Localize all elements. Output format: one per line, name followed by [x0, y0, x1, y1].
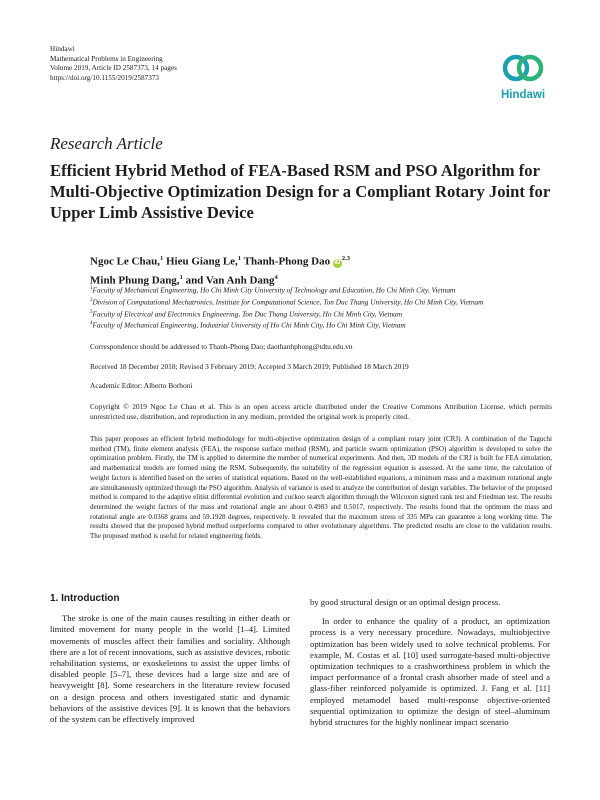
journal-volume: Volume 2019, Article ID 2587373, 14 pages	[50, 64, 177, 73]
affiliation-text: Division of Computational Mechatronics, Institute for Computational Science, Ton Duc Thang University, Ho Chi Minh City, Vietnam	[92, 297, 484, 307]
hindawi-logo	[494, 46, 552, 104]
right-column	[310, 597, 550, 728]
author-name: Minh Phung Dang,	[90, 274, 180, 287]
author-affil-sup: 1	[159, 255, 164, 262]
academic-editor: Academic Editor: Alberto Borboni	[90, 381, 193, 390]
body-paragraph: The stroke is one of the main causes resulting in either death or limited movement for many people in the world [1–4]. Limited movements of muscles affect their families and sociality. Although there are a lot of recent innovations, such as assistive devices, robotic rehabilitation systems, or exoskeletons to assist the upper limbs of disabled people [5–7], these devices had a large size and are of heavyweight [8]. Some researchers in the literature review focused on a design process and others investigated static and dynamic behaviors of the assistive devices [9]. It is known that the behaviors of the system can be effectively improved	[50, 613, 290, 725]
affiliation-item	[90, 319, 570, 331]
journal-doi[interactable]: https://doi.org/10.1155/2019/2587373	[50, 73, 160, 82]
affiliation-text: Faculty of Electrical and Electronics Engineering, Ton Duc Thang University, Ho Chi Minh City, Vietnam	[92, 309, 403, 319]
author-name: Ngoc Le Chau,	[90, 255, 160, 268]
body-paragraph: In order to enhance the quality of a product, an optimization process is a very necessary procedure. Nowadays, multiobjective optimization has been widely used to solve technical problems. For example, M. Costas et al. [10] used surrogate-based multi-objective optimization techniques to a crashworthiness problem in which the impact performance of a frontal crash absorber made of steel and a glass-fiber reinforced polyamide is optimized. J. Fang et al. [11] employed metamodel based multi-response objective-oriented sequential optimization to optimize the design of steel–aluminum hybrid structures for the highly nonlinear impact scenario	[310, 616, 550, 728]
author-affil-sup: 1	[179, 273, 183, 281]
affiliation-item	[90, 296, 570, 308]
author-affil-sup: 1	[237, 255, 242, 262]
author-affil-sup: 4	[274, 273, 278, 281]
hindawi-logo-icon	[494, 46, 552, 104]
affiliation-sup: 1	[90, 286, 93, 291]
logo-text: Hindawi	[500, 89, 546, 101]
affiliation-item	[90, 284, 570, 296]
affiliation-text: Faculty of Mechanical Engineering, Industrial University of Ho Chi Minh City, Ho Chi Minh City, Vietnam	[92, 320, 406, 330]
body-paragraph: by good structural design or an optimal design process.	[310, 597, 501, 607]
publication-dates: Received 18 December 2018; Revised 3 February 2019; Accepted 3 March 2019; Published 18 March 2019	[90, 362, 409, 371]
correspondence-note: Correspondence should be addressed to Thanh-Phong Dao; daothanhphong@tdtu.edu.vn	[90, 342, 353, 351]
affiliation-sup: 4	[90, 321, 93, 327]
section-heading: 1. Introduction	[50, 593, 120, 604]
copyright-notice: Copyright © 2019 Ngoc Le Chau et al. This is an open access article distributed under the Creative Commons Attribution License, which permits unrestricted use, distribution, and reproduction in any medium, provided the original work is properly cited.	[90, 402, 552, 421]
author-name: Thanh-Phong Dao	[243, 255, 331, 268]
left-column	[50, 593, 290, 725]
paper-title: Efficient Hybrid Method of FEA-Based RSM and PSO Algorithm for Multi-Objective Optimization Design for a Compliant Rotary Joint for Upper Limb Assistive Device	[50, 161, 550, 222]
orcid-icon[interactable]: iD	[334, 259, 341, 266]
article-type: Research Article	[50, 134, 163, 153]
journal-info	[50, 45, 177, 83]
abstract: This paper proposes an efficient hybrid methodology for multi-objective optimization design of a compliant rotary joint (CRJ). A combination of the Taguchi method (TM), finite element analysis (FEA), the response surface method (RSM), and particle swarm optimization (PSO) algorithm is developed to solve the optimization problem. Firstly, the TM is applied to determine the number of numerical experiments. And then, 3D models of the CRJ is built for FEA simulation, and mathematical models are formed using the RSM. Subsequently, the suitability of the regression equation is assessed. At the same time, the calculation of weight factors is identified based on the series of statistical equations. Based on the well-established equations, a minimum mass and a maximum rotational angle are simultaneously optimized through the PSO algorithm. Analysis of variance is used to analyze the contribution of design variables. The behavior of the proposed method is compared to the adaptive elitist differential evolution and cuckoo search algorithm through the Wilcoxon signed rank test and Friedman test. The results determined the weight factors of the mass and rotational angle are about 0.4983 and 0.5017, respectively. The results found that the optimum the mass and rotational angle are 0.0368 grams and 59.1928 degrees, respectively. It revealed that the maximum stress of 335 MPa can guarantee a long working time. The results showed that the proposed hybrid method outperforms compared to other evolutionary algorithms. The predicted results are close to the validation results. The proposed method is useful for related engineering fields.	[90, 435, 552, 541]
affiliation-text: Faculty of Mechanical Engineering, Ho Chi Minh City University of Technology and Education, Ho Chi Minh City, Vietnam	[92, 285, 456, 295]
journal-name: Mathematical Problems in Engineering	[50, 54, 163, 63]
affiliation-list	[90, 284, 570, 331]
publisher-name: Hindawi	[50, 45, 75, 53]
affiliation-item	[90, 308, 570, 320]
author-name: Hieu Giang Le,	[165, 255, 238, 268]
author-affil-sup: 2,3	[341, 255, 350, 262]
author-name: and Van Anh Dang	[185, 274, 275, 287]
author-list	[90, 251, 520, 288]
affiliation-sup: 2	[90, 297, 93, 303]
affiliation-sup: 3	[90, 309, 93, 315]
